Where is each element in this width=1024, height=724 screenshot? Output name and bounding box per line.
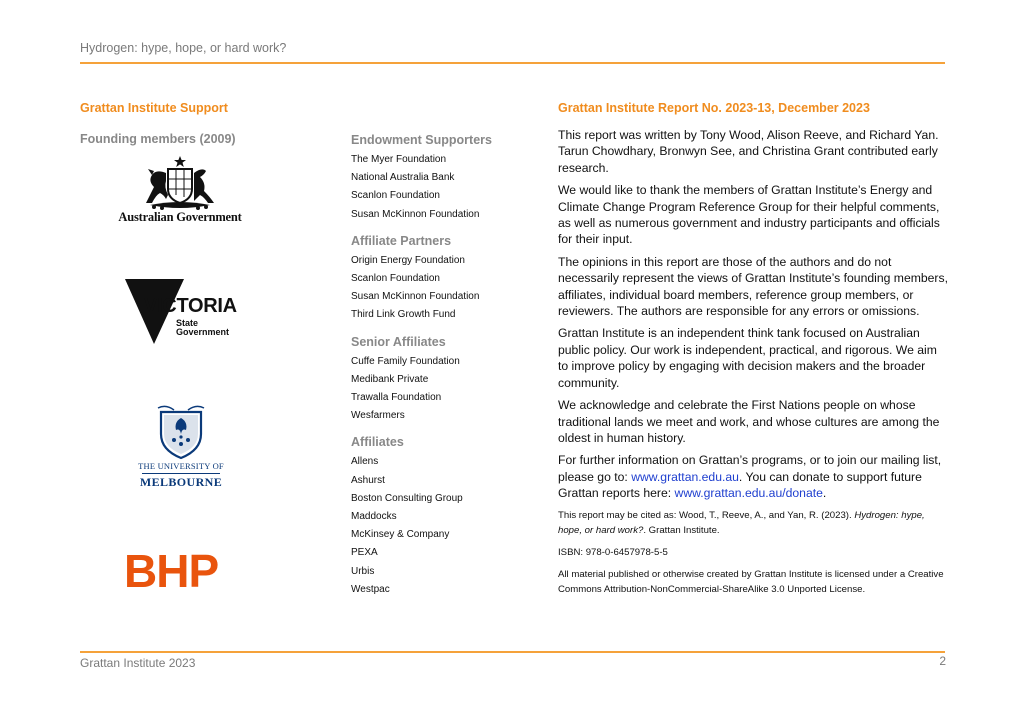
sponsor-item: Susan McKinnon Foundation	[351, 208, 480, 220]
report-details	[558, 101, 948, 604]
victoria-state-text: State	[176, 318, 199, 328]
citation-title: Hydrogen: hype, hope, or hard work?	[558, 509, 925, 536]
sponsor-item: The Myer Foundation	[351, 154, 447, 165]
melbourne-crest-icon	[136, 404, 226, 460]
sponsor-item: McKinsey & Company	[351, 529, 450, 541]
footer-publisher: Grattan Institute 2023	[80, 656, 196, 670]
victoria-wordmark: VICTORIA	[144, 295, 237, 317]
sponsor-item: Boston Consulting Group	[351, 492, 463, 504]
authors-paragraph: This report was written by Tony Wood, Alison Reeve, and Richard Yan. Tarun Chowdhary, Bronwyn See, and Christina Grant contributed early research.	[558, 128, 939, 175]
senior-affiliates-group	[351, 333, 541, 426]
footer-rule	[80, 651, 945, 653]
melbourne-line2: MELBOURNE	[139, 475, 223, 489]
donate-link[interactable]: www.grattan.edu.au/donate	[674, 486, 823, 501]
sponsor-item: Medibank Private	[351, 373, 429, 385]
melbourne-line1: THE UNIVERSITY OF	[138, 461, 224, 471]
first-nations-paragraph: We acknowledge and celebrate the First Nations people on whose traditional lands we meet and work, and whose cultures are among the oldest in human history.	[558, 398, 940, 445]
sponsor-item: Westpac	[351, 583, 390, 595]
founding-members-title: Founding members (2009)	[80, 132, 236, 146]
sponsor-item: PEXA	[351, 547, 378, 559]
sponsor-item: Allens	[351, 456, 379, 468]
bhp-logo: BHP	[124, 545, 219, 597]
sponsor-item: National Australia Bank	[351, 172, 455, 184]
melbourne-divider	[142, 473, 220, 474]
sponsor-item: Cuffe Family Foundation	[351, 355, 460, 367]
citation	[558, 508, 948, 538]
further-info-paragraph	[558, 452, 948, 501]
about-grattan-paragraph: Grattan Institute is an independent think tank focused on Australian public policy. Our work is independent, practical, and rigorous. We aim to improve policy by engaging with decision makers and the broader community.	[558, 326, 937, 390]
further-info-text: For further information on Grattan’s programs, or to join our mailing list, please go to:	[558, 453, 942, 484]
affiliates-title: Affiliates	[351, 435, 404, 450]
endowment-supporters-title: Endowment Supporters	[351, 133, 492, 147]
australian-government-logo	[110, 155, 250, 227]
victoria-state-government-logo	[122, 279, 242, 345]
affiliate-partners-group	[351, 232, 541, 325]
citation-publisher: . Grattan Institute.	[643, 524, 720, 536]
isbn: ISBN: 978-0-6457978-5-5	[558, 546, 668, 558]
disclaimer-paragraph: The opinions in this report are those of the authors and do not necessarily represent the views of Grattan Institute’s founding members, affiliates, individual board members, reference group members, or reviewers. The authors are responsible for any errors or omissions.	[558, 254, 948, 319]
further-info-end: .	[822, 486, 827, 501]
university-of-melbourne-logo	[136, 404, 226, 490]
endowment-supporters-group	[351, 131, 541, 224]
acknowledgements-paragraph: We would like to thank the members of Grattan Institute’s Energy and Climate Change Program Reference Group for their helpful comments, as well as numerous government and industry participants and officials for their input.	[558, 183, 940, 247]
sponsor-item: Trawalla Foundation	[351, 392, 442, 404]
sponsor-item: Scanlon Foundation	[351, 273, 440, 285]
header-rule	[80, 62, 945, 64]
sponsor-item: Origin Energy Foundation	[351, 254, 465, 266]
running-header: Hydrogen: hype, hope, or hard work?	[80, 41, 287, 55]
citation-text: This report may be cited as: Wood, T., Reeve, A., and Yan, R. (2023).	[558, 509, 855, 521]
sponsors-list	[351, 131, 541, 607]
support-title: Grattan Institute Support	[80, 101, 228, 115]
grattan-website-link[interactable]: www.grattan.edu.au	[631, 469, 739, 484]
australian-government-wordmark: Australian Government	[118, 210, 242, 224]
page-number: 2	[939, 654, 946, 668]
sponsor-item: Scanlon Foundation	[351, 190, 440, 202]
sponsor-item: Third Link Growth Fund	[351, 309, 456, 321]
sponsor-item: Wesfarmers	[351, 410, 405, 422]
sponsor-item: Ashurst	[351, 474, 385, 486]
affiliates-group	[351, 433, 541, 599]
affiliate-partners-title: Affiliate Partners	[351, 233, 452, 248]
sponsor-item: Maddocks	[351, 511, 397, 523]
senior-affiliates-title: Senior Affiliates	[351, 334, 446, 349]
license-notice: All material published or otherwise created by Grattan Institute is licensed under a Creative Commons Attribution-NonCommercial-ShareAlike 3.0 Unported License.	[558, 568, 944, 595]
victoria-government-text: Government	[176, 327, 230, 337]
sponsor-item: Urbis	[351, 565, 375, 577]
report-title: Grattan Institute Report No. 2023-13, December 2023	[558, 101, 870, 115]
sponsor-item: Susan McKinnon Foundation	[351, 291, 480, 303]
donate-text: . You can donate to support future Grattan reports here:	[558, 469, 922, 501]
